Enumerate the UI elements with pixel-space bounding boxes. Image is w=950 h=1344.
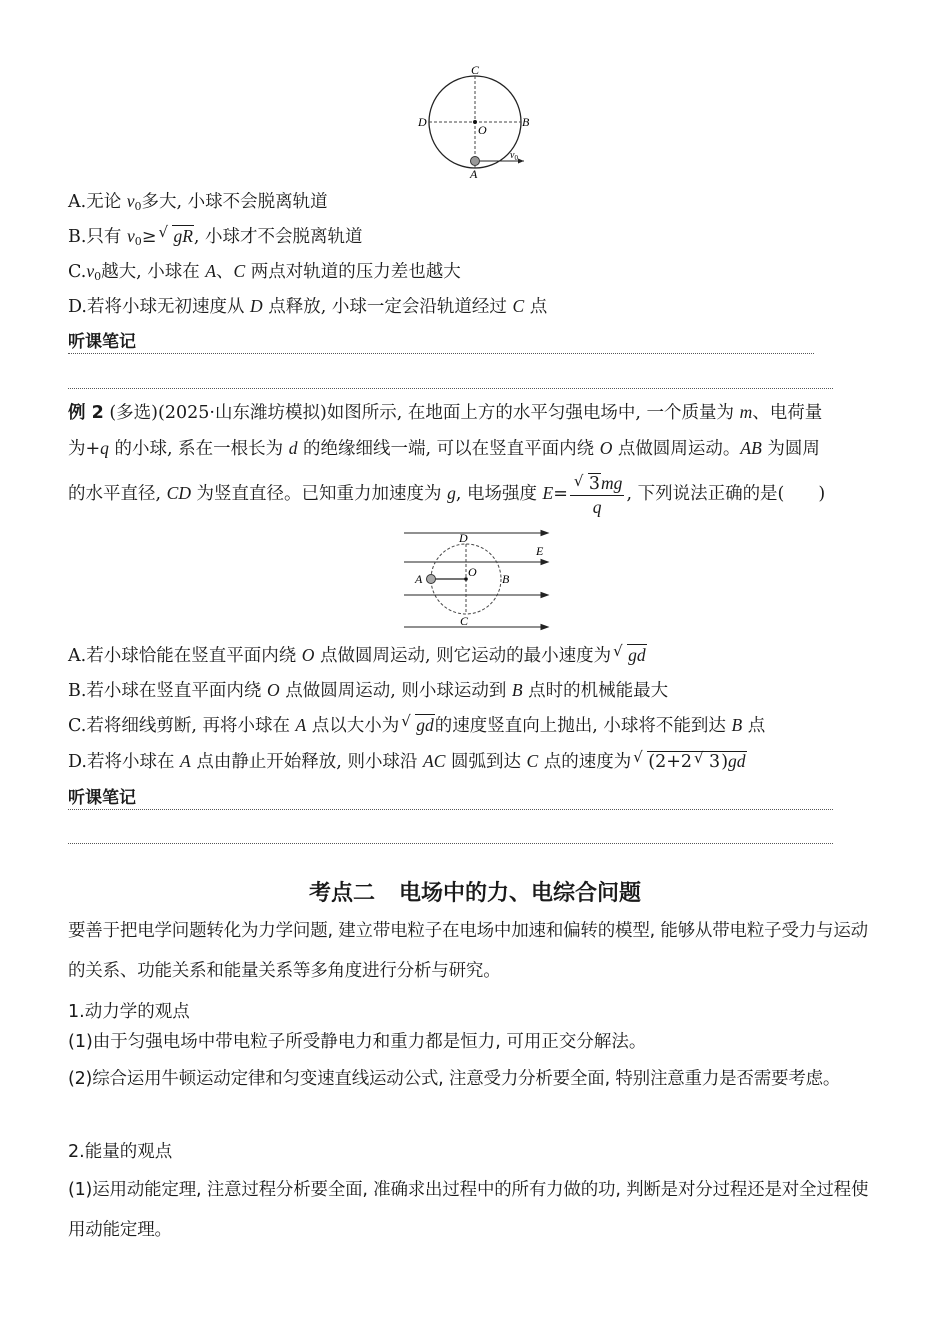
point2-title: 2.能量的观点: [68, 1142, 173, 1162]
notes-label-2: 听课笔记: [68, 788, 136, 808]
label-C: C: [460, 614, 469, 628]
q2-option-d: D.若将小球在 A 点由静止开始释放, 则小球沿 AC 圆弧到达 C 点的速度为 √ (2+2 √ 3)gd: [68, 748, 746, 772]
point2-item1: (1)运用动能定理, 注意过程分析要全面, 准确求出过程中的所有力做的功, 判断是对分过程还是对全过程使用动能定理。: [68, 1180, 869, 1240]
label-B: B: [502, 572, 510, 586]
label-E: E: [536, 544, 544, 558]
notes-line-2b[interactable]: [68, 843, 833, 844]
ball: [471, 157, 480, 166]
q1-option-c: $C.v_0$越大, 小球在 A、C 两点对轨道的压力差也越大: [68, 261, 461, 283]
notes-line-2a[interactable]: [68, 809, 833, 810]
q2-option-a: A.若小球恰能在竖直平面内绕 O 点做圆周运动, 则它运动的最小速度为 √ gd: [68, 642, 646, 666]
example2-line2: 为+q 的小球, 系在一根长为 d 的绝缘细线一端, 可以在竖直平面内绕 O 点做圆周运动。AB 为圆周: [68, 438, 820, 459]
center-dot: [473, 120, 477, 124]
q1-option-d: D.若将小球无初速度从 D 点释放, 小球一定会沿轨道经过 C 点: [68, 296, 548, 317]
point1-title: 1.动力学的观点: [68, 1002, 190, 1022]
notes-line-1a[interactable]: [68, 353, 814, 354]
sqrt-gR: √ gR: [158, 223, 193, 246]
sqrt-compound: √ (2+2 √ 3)gd: [633, 748, 746, 772]
label-O: O: [478, 123, 487, 137]
label-A: A: [470, 167, 478, 181]
electric-field-figure: [400, 527, 552, 633]
q2-option-b: B.若小球在竖直平面内绕 O 点做圆周运动, 则小球运动到 B 点时的机械能最大: [68, 680, 669, 701]
q1-option-a: A.无论 $v_0$多大, 小球不会脱离轨道: [68, 191, 328, 213]
ball: [427, 575, 436, 584]
q2-option-c: C.若将细线剪断, 再将小球在 A 点以大小为 √ gd的速度竖直向上抛出, 小球将不能到达 B 点: [68, 712, 766, 736]
label-D: D: [459, 531, 468, 545]
field-strength-fraction: √ 3mg q: [570, 472, 625, 518]
example2-line1: 例 2 (多选)(2025·山东潍坊模拟)如图所示, 在地面上方的水平匀强电场中, 一个质量为 m、电荷量: [68, 402, 823, 423]
label-C: C: [471, 64, 480, 77]
velocity-arrow-head: [518, 159, 524, 164]
section-heading: 考点二 电场中的力、电综合问题: [308, 881, 642, 906]
label-B: B: [522, 115, 530, 129]
label-v0: $v_0$: [510, 150, 518, 162]
point1-item2: (2)综合运用牛顿运动定律和匀变速直线运动公式, 注意受力分析要全面, 特别注意重力是否需要考虑。: [68, 1069, 841, 1089]
notes-label-1: 听课笔记: [68, 332, 136, 352]
label-D: D: [418, 115, 427, 129]
sqrt-gd-a: √ gd: [613, 642, 646, 665]
label-O: O: [468, 565, 477, 579]
point1-item1: (1)由于匀强电场中带电粒子所受静电力和重力都是恒力, 可用正交分解法。: [68, 1032, 647, 1052]
section-intro: 要善于把电学问题转化为力学问题, 建立带电粒子在电场中加速和偏转的模型, 能够从带电粒子受力与运动的关系、功能关系和能量关系等多角度进行分析与研究。: [68, 921, 868, 981]
notes-line-1b[interactable]: [68, 388, 833, 389]
label-A: A: [415, 572, 423, 586]
example2-line3: 的水平直径, CD 为竖直直径。已知重力加速度为 g, 电场强度 E= √ 3mg q , 下列说法正确的是( ): [68, 471, 826, 517]
sqrt-gd-c: √ gd: [401, 712, 434, 735]
field-lines: [404, 531, 548, 630]
circle-track-figure: [414, 64, 534, 182]
q1-option-b: B.只有 $v_0\ge$ √ gR, 小球才不会脱离轨道: [68, 223, 363, 248]
